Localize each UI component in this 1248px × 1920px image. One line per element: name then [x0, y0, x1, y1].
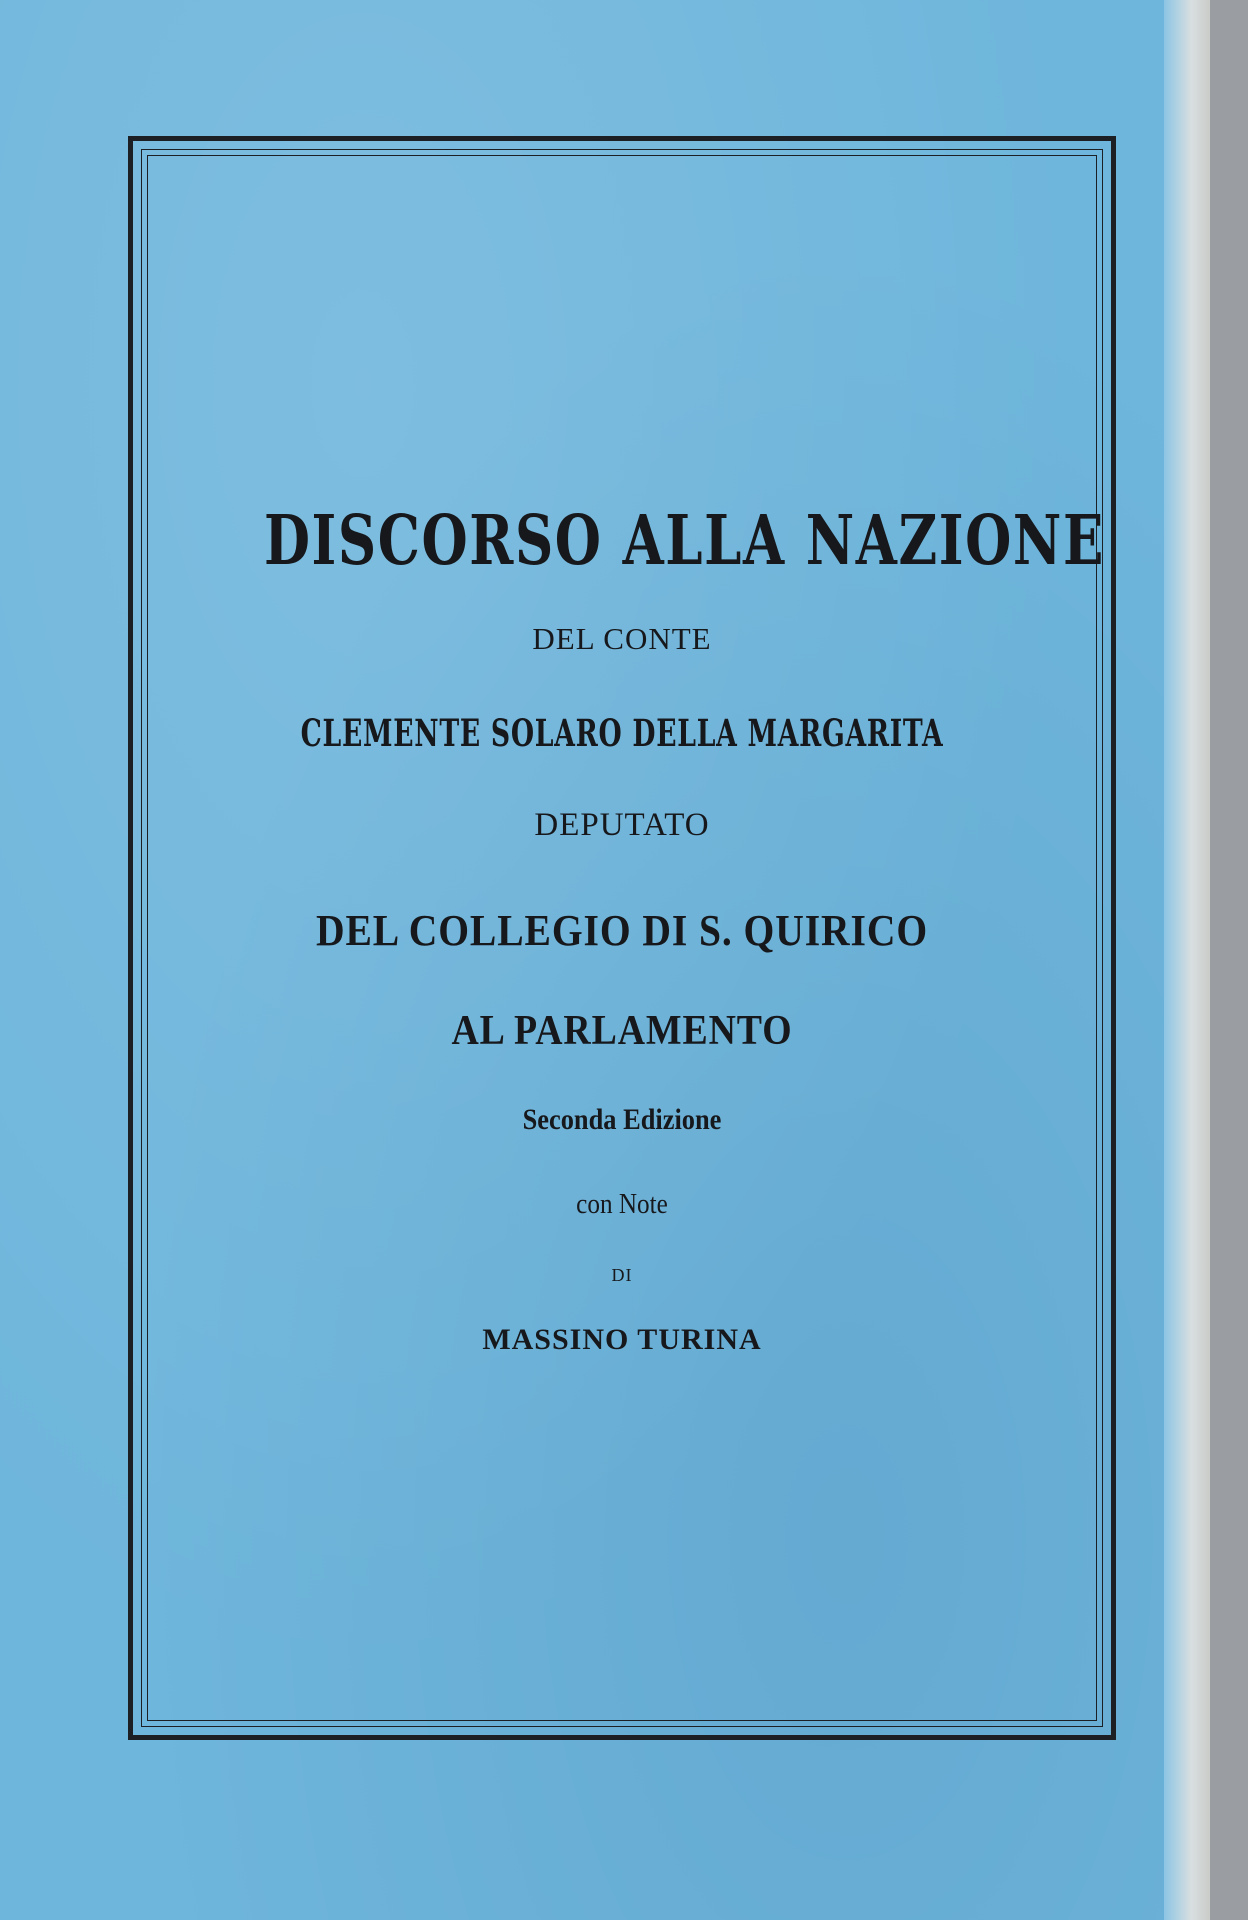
parlamento-line: AL PARLAMENTO	[451, 1008, 793, 1054]
decorative-border	[128, 136, 1116, 1740]
di-line: DI	[611, 1265, 633, 1285]
collegio-line: DEL COLLEGIO DI S. QUIRICO	[315, 906, 929, 955]
cover-text	[163, 141, 1105, 1735]
page-edge	[1164, 0, 1210, 1920]
deputato-line: DEPUTATO	[534, 807, 710, 843]
con-note-line: con Note	[576, 1189, 668, 1220]
del-conte-line: DEL CONTE	[532, 621, 712, 656]
speaker-name: CLEMENTE SOLARO DELLA MARGARITA	[300, 711, 944, 755]
author-name: MASSINO TURINA	[482, 1323, 762, 1356]
cover-title: DISCORSO ALLA NAZIONE	[263, 501, 1105, 581]
edition-line: Seconda Edizione	[522, 1103, 722, 1136]
